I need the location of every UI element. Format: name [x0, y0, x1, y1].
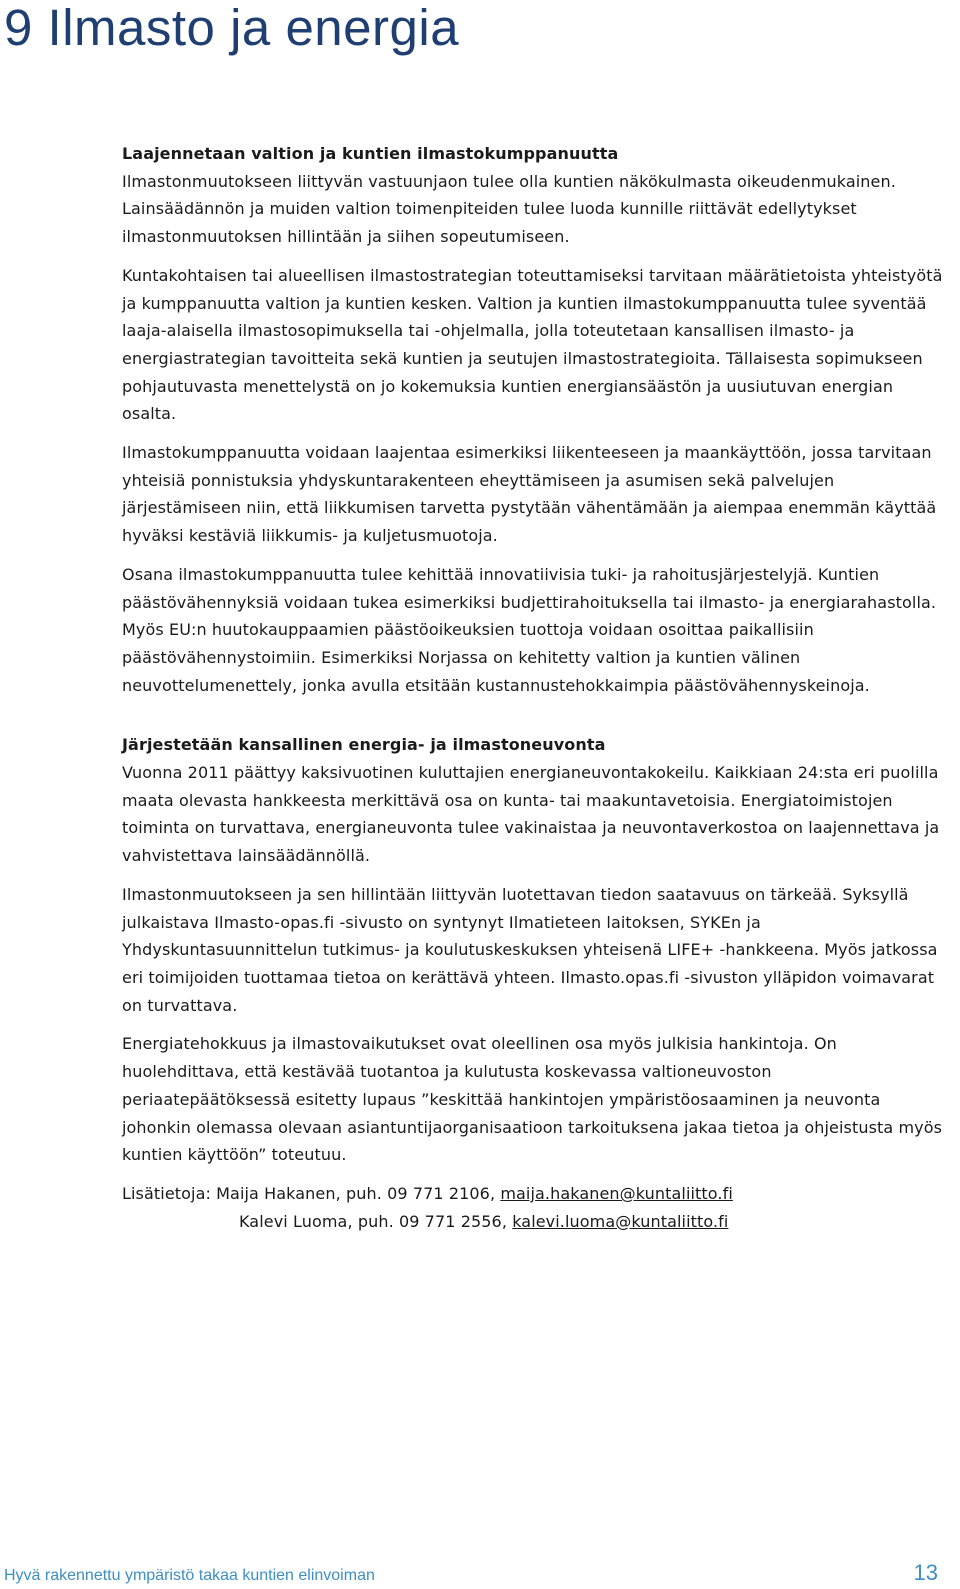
- contact-line: [122, 1180, 944, 1208]
- section-heading: Järjestetään kansallinen energia- ja ilmastoneuvonta: [122, 735, 606, 755]
- paragraph: Kuntakohtaisen tai alueellisen ilmastostrategian toteuttamiseksi tarvitaan määrätietoista yhteistyötä ja kumppanuutta valtion ja kuntien kesken. Valtion ja kuntien ilmastokumppanuutta tulee syventää laaja-alaisella ilmastosopimuksella tai -ohjelmalla, jolla toteutetaan kansallisen ilmasto- ja energiastrategian tavoitteita sekä kuntien ja seutujen ilmastostrategioita. Tällaisesta sopimukseen pohjautuvasta menettelystä on jo kokemuksia kuntien energiansäästön ja uusiutuvan energian osalta.: [122, 265, 943, 424]
- footer-text: Hyvä rakennettu ympäristö takaa kuntien elinvoiman: [4, 1567, 375, 1584]
- contact-person: Kalevi Luoma, puh. 09 771 2556,: [239, 1211, 508, 1231]
- document-body: [122, 140, 944, 1235]
- section-2-block: [122, 731, 944, 870]
- contact-label: Lisätietoja:: [122, 1183, 211, 1203]
- paragraph: Vuonna 2011 päättyy kaksivuotinen kuluttajien energianeuvontakokeilu. Kaikkiaan 24:sta eri puolilla maata olevasta hankkeesta merkittävä osa on kunta- tai maakuntavetoisia. Energiatoimistojen toiminta on turvattava, energianeuvonta tulee vakinaistaa ja neuvontaverkostoa on laajennettava ja vahvistettava lainsäädännöllä.: [122, 763, 940, 866]
- paragraph: Ilmastonmuutokseen liittyvän vastuunjaon tulee olla kuntien näkökulmasta oikeudenmukainen. Lainsäädännön ja muiden valtion toimenpiteiden tulee luoda kunnille riittävät edellytykset ilmastonmuutoksen hillintään ja siihen sopeutumiseen.: [122, 171, 896, 247]
- email-link[interactable]: kalevi.luoma@kuntaliitto.fi: [512, 1211, 729, 1231]
- paragraph: Ilmastokumppanuutta voidaan laajentaa esimerkiksi liikenteeseen ja maankäyttöön, jossa tarvitaan yhteisiä ponnistuksia yhdyskuntarakenteen eheyttämiseen ja asumisen sekä palvelujen järjestämiseen niin, että liikkumisen tarvetta pystytään vähentämään ja aiempaa enemmän käyttää hyväksi kestäviä liikkumis- ja kuljetusmuotoja.: [122, 443, 937, 546]
- section-climate-partnership: [122, 140, 944, 699]
- contact-info: [122, 1180, 944, 1235]
- paragraph: Osana ilmastokumppanuutta tulee kehittää innovatiivisia tuki- ja rahoitusjärjestelyjä. Kuntien päästövähennyksiä voidaan tukea esimerkiksi budjettirahoituksella tai ilmasto- ja energiarahastolla. Myös EU:n huutokauppaamien päästöoikeuksien tuottoja voidaan osoittaa paikallisiin päästövähennystoimiin. Esimerkiksi Norjassa on kehitetty valtion ja kuntien välinen neuvottelumenettely, jonka avulla etsitään kustannustehokkaimpia päästövähennyskeinoja.: [122, 564, 937, 695]
- section-heading: Laajennetaan valtion ja kuntien ilmastokumppanuutta: [122, 144, 619, 163]
- contact-line: [122, 1208, 944, 1236]
- section-1-block: [122, 140, 944, 251]
- contact-person: Maija Hakanen, puh. 09 771 2106,: [216, 1183, 496, 1203]
- paragraph: Ilmastonmuutokseen ja sen hillintään liittyvän luotettavan tiedon saatavuus on tärkeää. Syksyllä julkaistava Ilmasto-opas.fi -sivusto on syntynyt Ilmatieteen laitoksen, SYKEn ja Yhdyskuntasuunnittelun tutkimus- ja koulutuskeskuksen yhteisenä LIFE+ -hankkeena. Myös jatkossa eri toimijoiden tuottamaa tietoa on kerättävä yhteen. Ilmasto.opas.fi -sivuston ylläpidon voimavarat on turvattava.: [122, 884, 938, 1015]
- email-link[interactable]: maija.hakanen@kuntaliitto.fi: [500, 1183, 733, 1203]
- section-energy-advice: [122, 731, 944, 1169]
- paragraph: Energiatehokkuus ja ilmastovaikutukset ovat oleellinen osa myös julkisia hankintoja. On huolehdittava, että kestävää tuotantoa ja kulutusta koskevassa valtioneuvoston periaatepäätöksessä esitetty lupaus ”keskittää hankintojen ympäristöosaaminen ja neuvonta johonkin olemassa olevaan asiantuntijaorganisaatioon tarkoituksena jakaa tietoa ja ohjeistusta myös kuntien käyttöön” toteutuu.: [122, 1034, 943, 1165]
- chapter-title: 9 Ilmasto ja energia: [4, 0, 460, 56]
- page-number: 13: [913, 1560, 938, 1585]
